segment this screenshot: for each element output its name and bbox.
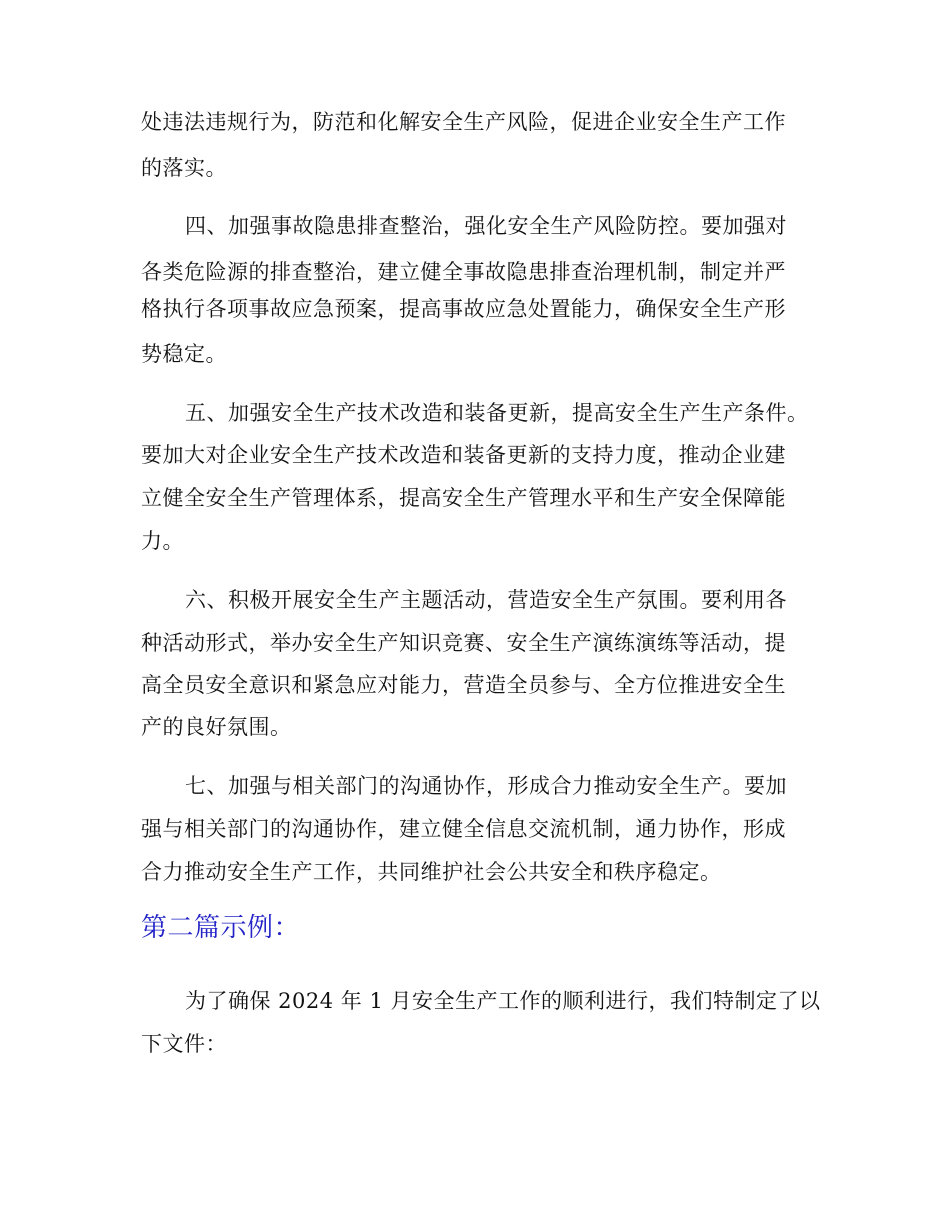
paragraph-line: 七、加强与相关部门的沟通协作，形成合力推动安全生产。要加	[185, 774, 787, 798]
paragraph-line: 处违法违规行为，防范和化解安全生产风险，促进企业安全生产工作	[141, 110, 786, 134]
paragraph-line: 下文件：	[141, 1032, 227, 1056]
paragraph-line: 强与相关部门的沟通协作，建立健全信息交流机制，通力协作，形成	[141, 817, 786, 841]
paragraph-line: 力。	[141, 529, 184, 553]
paragraph-line: 高全员安全意识和紧急应对能力，营造全员参与、全方位推进安全生	[141, 673, 786, 697]
paragraph-line: 要加大对企业安全生产技术改造和装备更新的支持力度，推动企业建	[141, 443, 786, 467]
paragraph-line: 五、加强安全生产技术改造和装备更新，提高安全生产生产条件。	[185, 401, 809, 425]
paragraph-line: 势稳定。	[141, 342, 227, 366]
paragraph-line: 为了确保 2024 年 1 月安全生产工作的顺利进行，我们特制定了以	[185, 989, 821, 1013]
paragraph-line: 格执行各项事故应急预案，提高事故应急处置能力，确保安全生产形	[141, 297, 786, 321]
paragraph-line: 四、加强事故隐患排查整治，强化安全生产风险防控。要加强对	[185, 214, 787, 238]
paragraph-line: 产的良好氛围。	[141, 715, 292, 739]
paragraph-line: 各类危险源的排查整治，建立健全事故隐患排查治理机制，制定并严	[141, 260, 786, 284]
paragraph-line: 六、积极开展安全生产主题活动，营造安全生产氛围。要利用各	[185, 588, 787, 612]
paragraph-line: 的落实。	[141, 156, 227, 180]
paragraph-line: 合力推动安全生产工作，共同维护社会公共安全和秩序稳定。	[141, 860, 722, 884]
paragraph-line: 立健全安全生产管理体系，提高安全生产管理水平和生产安全保障能	[141, 486, 786, 510]
section-heading: 第二篇示例：	[141, 913, 301, 943]
paragraph-line: 种活动形式，举办安全生产知识竞赛、安全生产演练演练等活动，提	[141, 631, 786, 655]
